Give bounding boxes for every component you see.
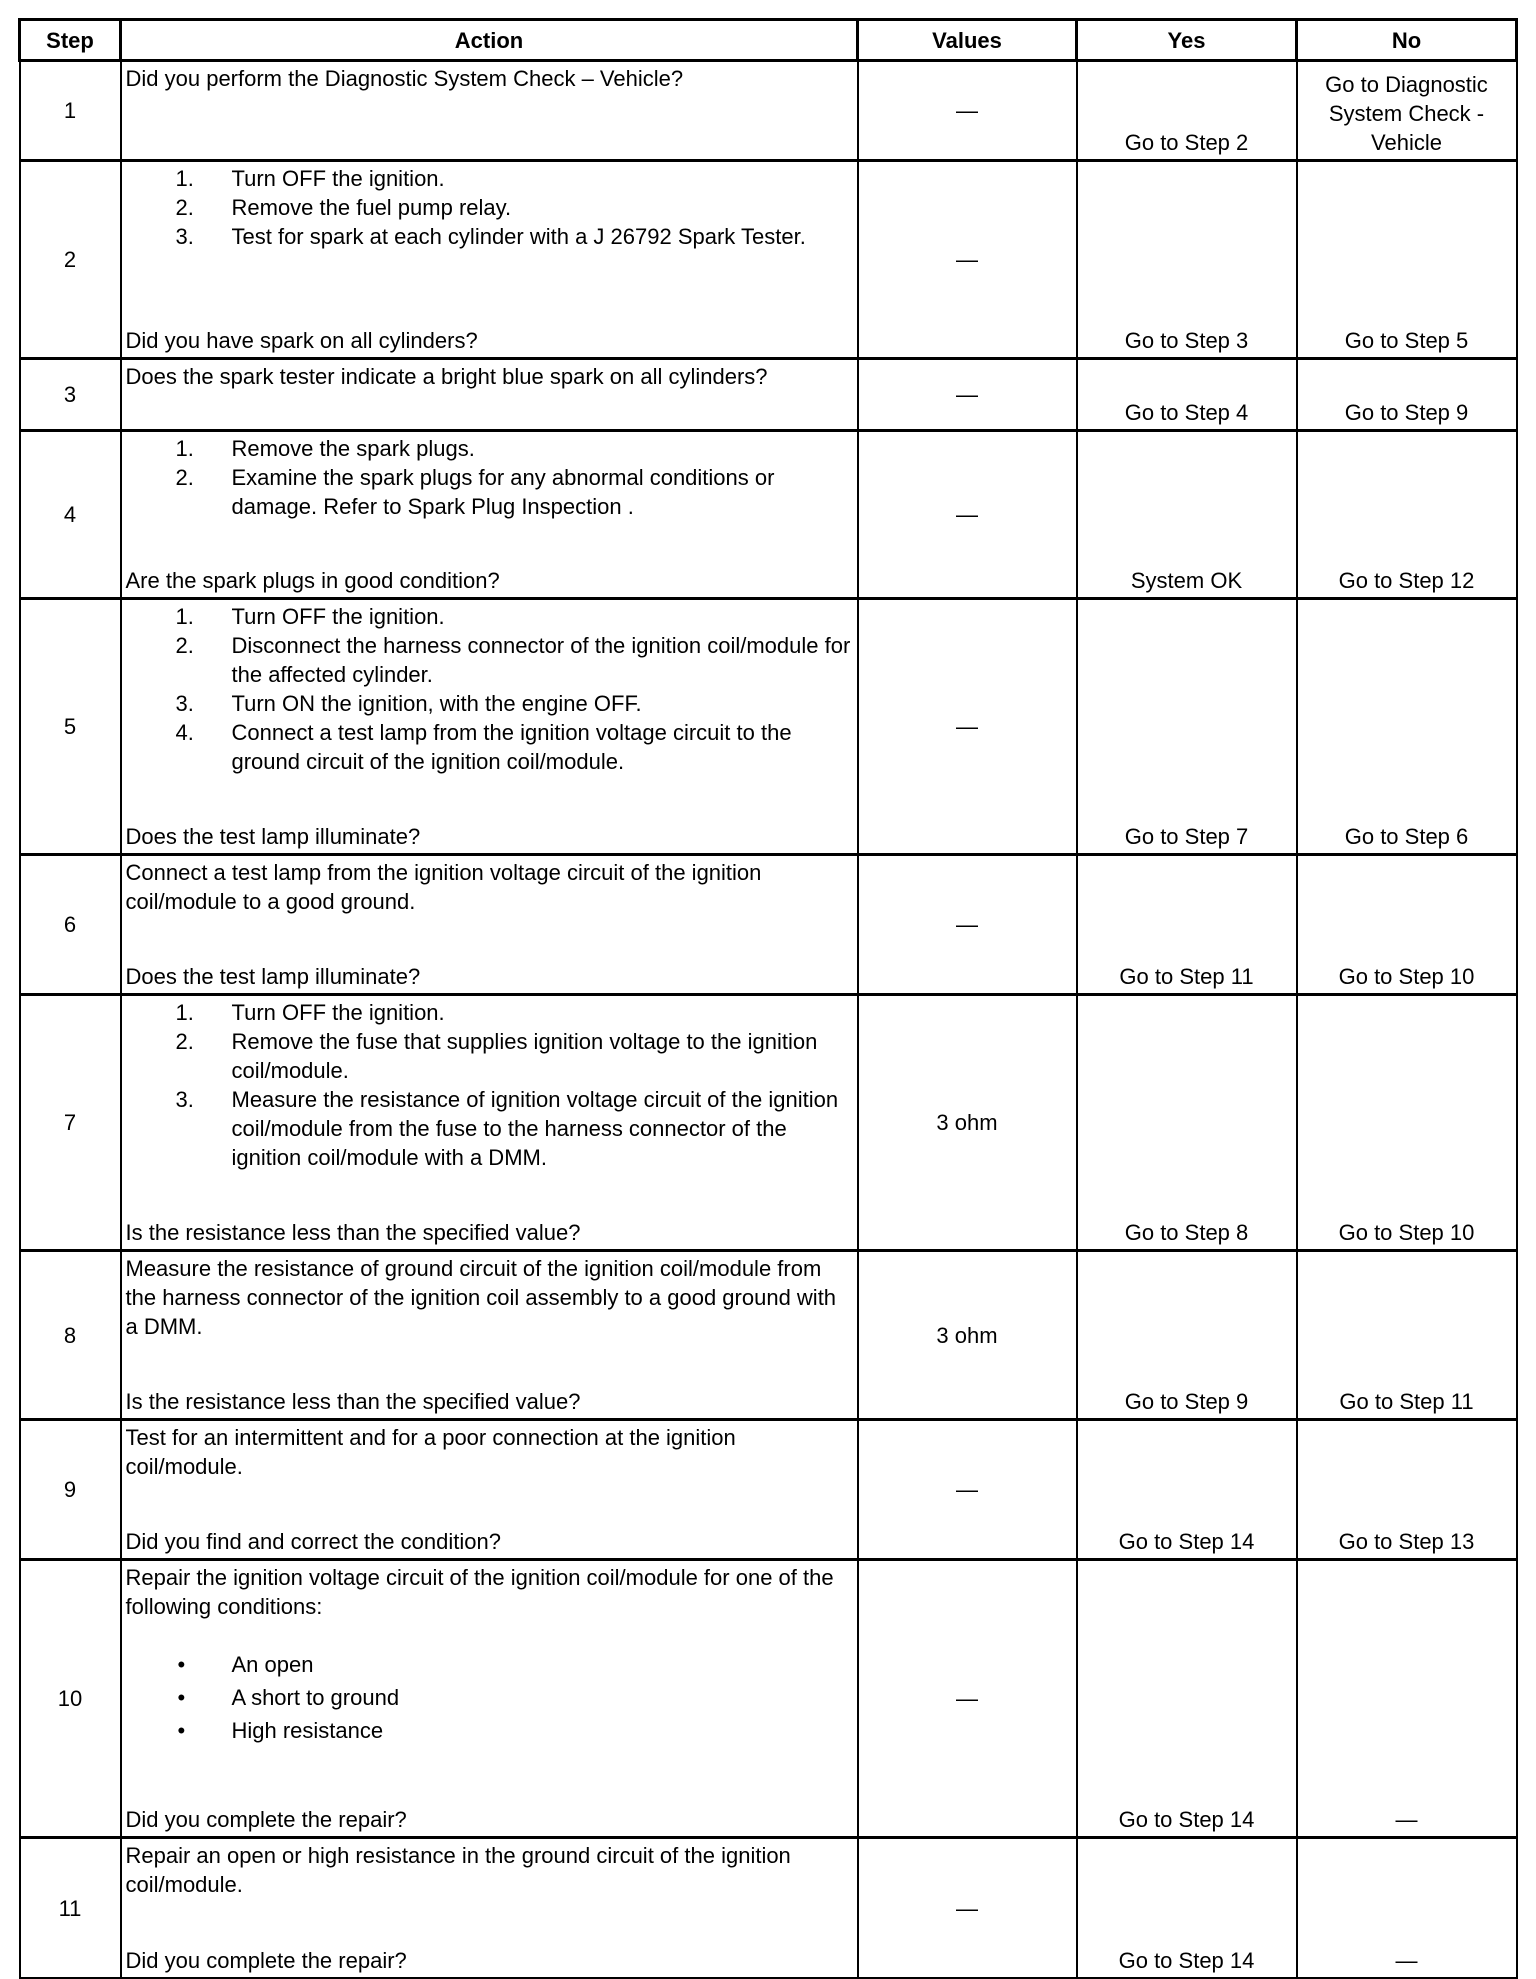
step-text: Examine the spark plugs for any abnormal conditions or damage. Refer to Spark Plug Inspection . [231, 465, 775, 519]
yes-cell: Go to Step 2 [1077, 61, 1297, 161]
step-number: 1. [175, 436, 194, 461]
header-values: Values [858, 20, 1077, 61]
condition-item [126, 1716, 853, 1745]
step-number-cell: 3 [20, 359, 121, 431]
action-steps-list [126, 602, 853, 776]
step-row [20, 855, 1517, 995]
step-number: 3. [175, 691, 194, 716]
step-number: 4. [175, 720, 194, 745]
action-cell [121, 1251, 858, 1420]
action-intro: Repair an open or high resistance in the ground circuit of the ignition coil/module. [125, 1843, 791, 1897]
condition-text: High resistance [231, 1718, 384, 1743]
condition-item [126, 1683, 853, 1712]
values-cell: — [858, 161, 1077, 359]
action-intro: Repair the ignition voltage circuit of the ignition coil/module for one of the following conditions: [125, 1565, 834, 1619]
step-number-cell: 2 [20, 161, 121, 359]
action-step-item [126, 1027, 853, 1085]
yes-cell: Go to Step 9 [1077, 1251, 1297, 1420]
action-cell [121, 855, 858, 995]
action-cell [121, 161, 858, 359]
no-cell: — [1297, 1560, 1517, 1838]
step-text: Turn OFF the ignition. [231, 604, 445, 629]
step-number-cell: 5 [20, 599, 121, 855]
step-row [20, 431, 1517, 599]
action-steps-list [126, 998, 853, 1172]
step-row [20, 995, 1517, 1251]
action-cell [121, 61, 858, 161]
step-number-cell: 8 [20, 1251, 121, 1420]
header-row [20, 20, 1517, 61]
action-intro: Test for an intermittent and for a poor connection at the ignition coil/module. [125, 1425, 736, 1479]
step-number: 2. [175, 465, 194, 490]
action-question: Are the spark plugs in good condition? [125, 568, 500, 593]
step-number-cell: 10 [20, 1560, 121, 1838]
values-cell: — [858, 599, 1077, 855]
action-intro: Connect a test lamp from the ignition voltage circuit of the ignition coil/module to a good ground. [125, 860, 762, 914]
diagnostic-table [18, 18, 1518, 1979]
action-step-item [126, 689, 853, 718]
step-number: 3. [175, 1087, 194, 1112]
bullet-icon: • [177, 1652, 186, 1677]
step-row [20, 1420, 1517, 1560]
header-no: No [1297, 20, 1517, 61]
step-row [20, 1838, 1517, 1979]
values-cell: 3 ohm [858, 995, 1077, 1251]
no-cell: Go to Step 11 [1297, 1251, 1517, 1420]
values-cell: — [858, 1560, 1077, 1838]
step-text: Test for spark at each cylinder with a J 26792 Spark Tester. [231, 224, 806, 249]
step-number: 2. [175, 1029, 194, 1054]
condition-text: A short to ground [231, 1685, 400, 1710]
values-cell: — [858, 1420, 1077, 1560]
condition-item [126, 1650, 853, 1679]
step-number: 1. [175, 1000, 194, 1025]
action-cell [121, 1838, 858, 1979]
yes-cell: Go to Step 4 [1077, 359, 1297, 431]
no-cell: Go to Step 10 [1297, 855, 1517, 995]
action-question: Did you have spark on all cylinders? [125, 328, 478, 353]
action-question: Is the resistance less than the specified value? [125, 1220, 581, 1245]
no-cell: Go to Step 12 [1297, 431, 1517, 599]
action-step-item [126, 631, 853, 689]
action-intro: Does the spark tester indicate a bright blue spark on all cylinders? [125, 364, 768, 389]
action-step-item [126, 193, 853, 222]
yes-cell: Go to Step 7 [1077, 599, 1297, 855]
action-step-item [126, 434, 853, 463]
values-cell: — [858, 431, 1077, 599]
action-step-item [126, 222, 853, 251]
yes-cell: Go to Step 14 [1077, 1420, 1297, 1560]
step-row [20, 61, 1517, 161]
step-text: Remove the fuse that supplies ignition voltage to the ignition coil/module. [231, 1029, 818, 1083]
yes-cell: Go to Step 14 [1077, 1838, 1297, 1979]
header-step: Step [20, 20, 121, 61]
header-yes: Yes [1077, 20, 1297, 61]
action-question: Did you find and correct the condition? [125, 1529, 501, 1554]
yes-cell: Go to Step 11 [1077, 855, 1297, 995]
step-text: Turn OFF the ignition. [231, 166, 445, 191]
action-steps-list [126, 164, 853, 251]
yes-cell: Go to Step 14 [1077, 1560, 1297, 1838]
action-cell [121, 1560, 858, 1838]
action-question: Is the resistance less than the specified value? [125, 1389, 581, 1414]
step-text: Remove the fuel pump relay. [231, 195, 512, 220]
step-number: 3. [175, 224, 194, 249]
step-text: Connect a test lamp from the ignition voltage circuit to the ground circuit of the ignition coil/module. [231, 720, 792, 774]
values-cell: — [858, 359, 1077, 431]
values-cell: — [858, 855, 1077, 995]
step-text: Turn OFF the ignition. [231, 1000, 445, 1025]
step-text: Turn ON the ignition, with the engine OFF. [231, 691, 642, 716]
step-text: Remove the spark plugs. [231, 436, 475, 461]
step-number: 1. [175, 604, 194, 629]
action-step-item [126, 463, 853, 521]
step-number-cell: 11 [20, 1838, 121, 1979]
action-intro: Measure the resistance of ground circuit of the ignition coil/module from the harness connector of the ignition coil assembly to a good ground with a DMM. [125, 1256, 837, 1339]
step-row [20, 1560, 1517, 1838]
no-cell: Go to Diagnostic System Check - Vehicle [1297, 61, 1517, 161]
no-cell: Go to Step 10 [1297, 995, 1517, 1251]
action-cell [121, 599, 858, 855]
action-step-item [126, 164, 853, 193]
step-row [20, 161, 1517, 359]
condition-list [126, 1650, 853, 1745]
action-cell [121, 995, 858, 1251]
values-cell: — [858, 61, 1077, 161]
step-row [20, 599, 1517, 855]
step-number-cell: 6 [20, 855, 121, 995]
no-cell: — [1297, 1838, 1517, 1979]
action-question: Did you complete the repair? [125, 1807, 407, 1832]
action-intro: Did you perform the Diagnostic System Check – Vehicle? [125, 66, 684, 91]
action-cell [121, 359, 858, 431]
step-number-cell: 7 [20, 995, 121, 1251]
yes-cell: Go to Step 8 [1077, 995, 1297, 1251]
step-text: Disconnect the harness connector of the ignition coil/module for the affected cylinder. [231, 633, 851, 687]
step-number: 2. [175, 195, 194, 220]
action-question: Does the test lamp illuminate? [125, 824, 421, 849]
values-cell: — [858, 1838, 1077, 1979]
step-number-cell: 9 [20, 1420, 121, 1560]
action-cell [121, 1420, 858, 1560]
step-number-cell: 1 [20, 61, 121, 161]
step-row [20, 359, 1517, 431]
no-cell: Go to Step 13 [1297, 1420, 1517, 1560]
step-number: 1. [175, 166, 194, 191]
step-text: Measure the resistance of ignition voltage circuit of the ignition coil/module from the fuse to the harness connector of the ignition coil/module with a DMM. [231, 1087, 839, 1170]
step-number-cell: 4 [20, 431, 121, 599]
step-row [20, 1251, 1517, 1420]
header-action: Action [121, 20, 858, 61]
action-cell [121, 431, 858, 599]
action-question: Did you complete the repair? [125, 1948, 407, 1973]
no-cell: Go to Step 5 [1297, 161, 1517, 359]
yes-cell: Go to Step 3 [1077, 161, 1297, 359]
bullet-icon: • [177, 1718, 186, 1743]
yes-cell: System OK [1077, 431, 1297, 599]
bullet-icon: • [177, 1685, 186, 1710]
action-step-item [126, 998, 853, 1027]
action-steps-list [126, 434, 853, 521]
step-number: 2. [175, 633, 194, 658]
action-step-item [126, 602, 853, 631]
no-cell: Go to Step 9 [1297, 359, 1517, 431]
no-cell: Go to Step 6 [1297, 599, 1517, 855]
condition-text: An open [231, 1652, 314, 1677]
action-step-item [126, 718, 853, 776]
action-question: Does the test lamp illuminate? [125, 964, 421, 989]
values-cell: 3 ohm [858, 1251, 1077, 1420]
action-step-item [126, 1085, 853, 1172]
